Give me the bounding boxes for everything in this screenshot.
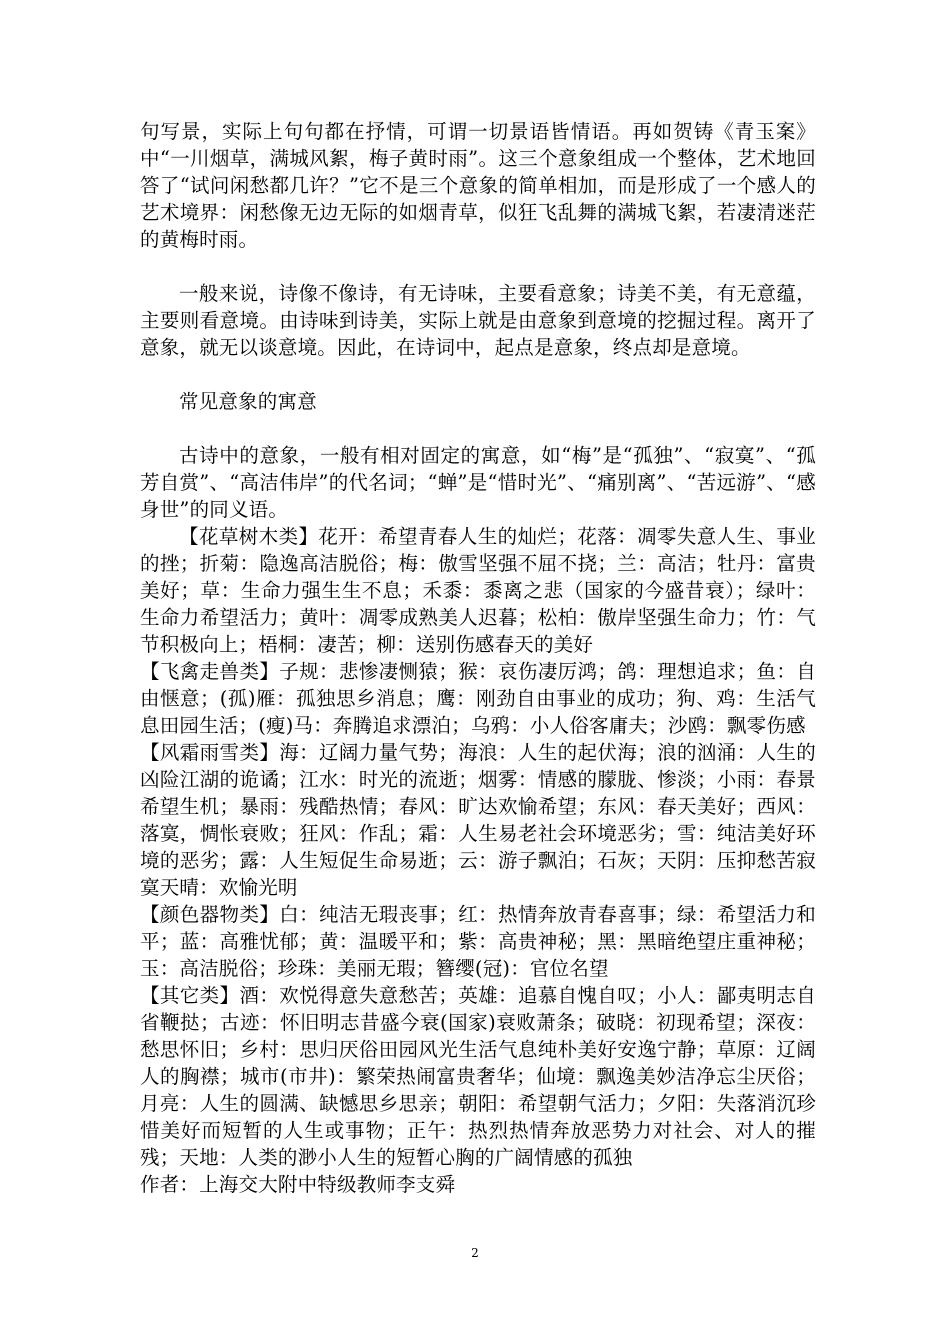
paragraph-weather: 【风霜雨雪类】海：辽阔力量气势；海浪：人生的起伏海；浪的汹涌：人生的凶险江湖的诡谲；江水：时光的流逝；烟雾：情感的朦胧、惨淡；小雨：春景希望生机；暴雨：残酷热情；春风：旷达欢愉希望；东风：春天美好；西风：落寞，惆怅衰败；狂风：作乱；霜：人生易老社会环境恶劣；雪：纯洁美好环境的恶劣；露：人生短促生命易逝；云：游子飘泊；石灰；天阴：压抑愁苦寂寞天晴：欢愉光明 xyxy=(140,741,816,899)
document-body xyxy=(140,118,816,1198)
paragraph-intro: 古诗中的意象，一般有相对固定的寓意，如“梅”是“孤独”、“寂寞”、“孤芳自赏”、“高洁伟岸”的代名词；“蝉”是“惜时光”、“痛别离”、“苦远游”、“感身世”的同义语。 xyxy=(140,444,816,521)
page-number: 2 xyxy=(471,1246,479,1260)
author-line: 作者：上海交大附中特级教师李支舜 xyxy=(140,1173,456,1196)
paragraph-animals: 【飞禽走兽类】子规：悲惨凄恻猿；猴：哀伤凄厉鸿；鸽：理想追求；鱼：自由惬意；(孤)雁：孤独思乡消息；鹰：刚劲自由事业的成功；狗、鸡：生活气息田园生活；(瘦)马：奔腾追求漂泊；乌鸦：小人俗客庸夫；沙鸥：飘零伤感 xyxy=(140,660,816,737)
section-heading: 常见意象的寓意 xyxy=(179,390,317,413)
paragraph-yixiang-yijing: 一般来说，诗像不像诗，有无诗味，主要看意象；诗美不美，有无意蕴，主要则看意境。由诗味到诗美，实际上就是由意象到意境的挖掘过程。离开了意象，就无以谈意境。因此，在诗词中，起点是意象，终点却是意境。 xyxy=(140,282,816,359)
paragraph-xiejing: 句写景，实际上句句都在抒情，可谓一切景语皆情语。再如贺铸《青玉案》中“一川烟草，满城风絮，梅子黄时雨”。这三个意象组成一个整体，艺术地回答了“试问闲愁都几许？”它不是三个意象的简单相加，而是形成了一个感人的艺术境界：闲愁像无边无际的如烟青草，似狂飞乱舞的满城飞絮，若凄清迷茫的黄梅时雨。 xyxy=(140,120,816,251)
paragraph-plants: 【花草树木类】花开：希望青春人生的灿烂；花落：凋零失意人生、事业的挫；折菊：隐逸高洁脱俗；梅：傲雪坚强不屈不挠；兰：高洁；牡丹：富贵美好；草：生命力强生生不息；禾黍：黍离之悲（国家的今盛昔衰）；绿叶：生命力希望活力；黄叶：凋零成熟美人迟暮；松柏：傲岸坚强生命力；竹：气节积极向上；梧桐：凄苦；柳：送别伤感春天的美好 xyxy=(140,525,816,656)
paragraph-colors-objects: 【颜色器物类】白：纯洁无瑕丧事；红：热情奔放青春喜事；绿：希望活力和平；蓝：高雅忧郁；黄：温暖平和；紫：高贵神秘；黑：黑暗绝望庄重神秘；玉：高洁脱俗；珍珠：美丽无瑕；簪缨(冠)：官位名望 xyxy=(140,903,816,980)
paragraph-others: 【其它类】酒：欢悦得意失意愁苦；英雄：追慕自愧自叹；小人：鄙夷明志自省鞭挞；古迹：怀旧明志昔盛今衰(国家)衰败萧条；破晓：初现希望；深夜：愁思怀旧；乡村：思归厌俗田园风光生活气息纯朴美好安逸宁静；草原：辽阔人的胸襟；城市(市井)：繁荣热闹富贵奢华；仙境：飘逸美妙洁净忘尘厌俗；月亮：人生的圆满、缺憾思乡思亲；朝阳：希望朝气活力；夕阳：失落消沉珍惜美好而短暂的人生或事物；正午：热烈热情奔放恶势力对社会、对人的摧残；天地：人类的渺小人生的短暂心胸的广阔情感的孤独 xyxy=(140,984,816,1169)
